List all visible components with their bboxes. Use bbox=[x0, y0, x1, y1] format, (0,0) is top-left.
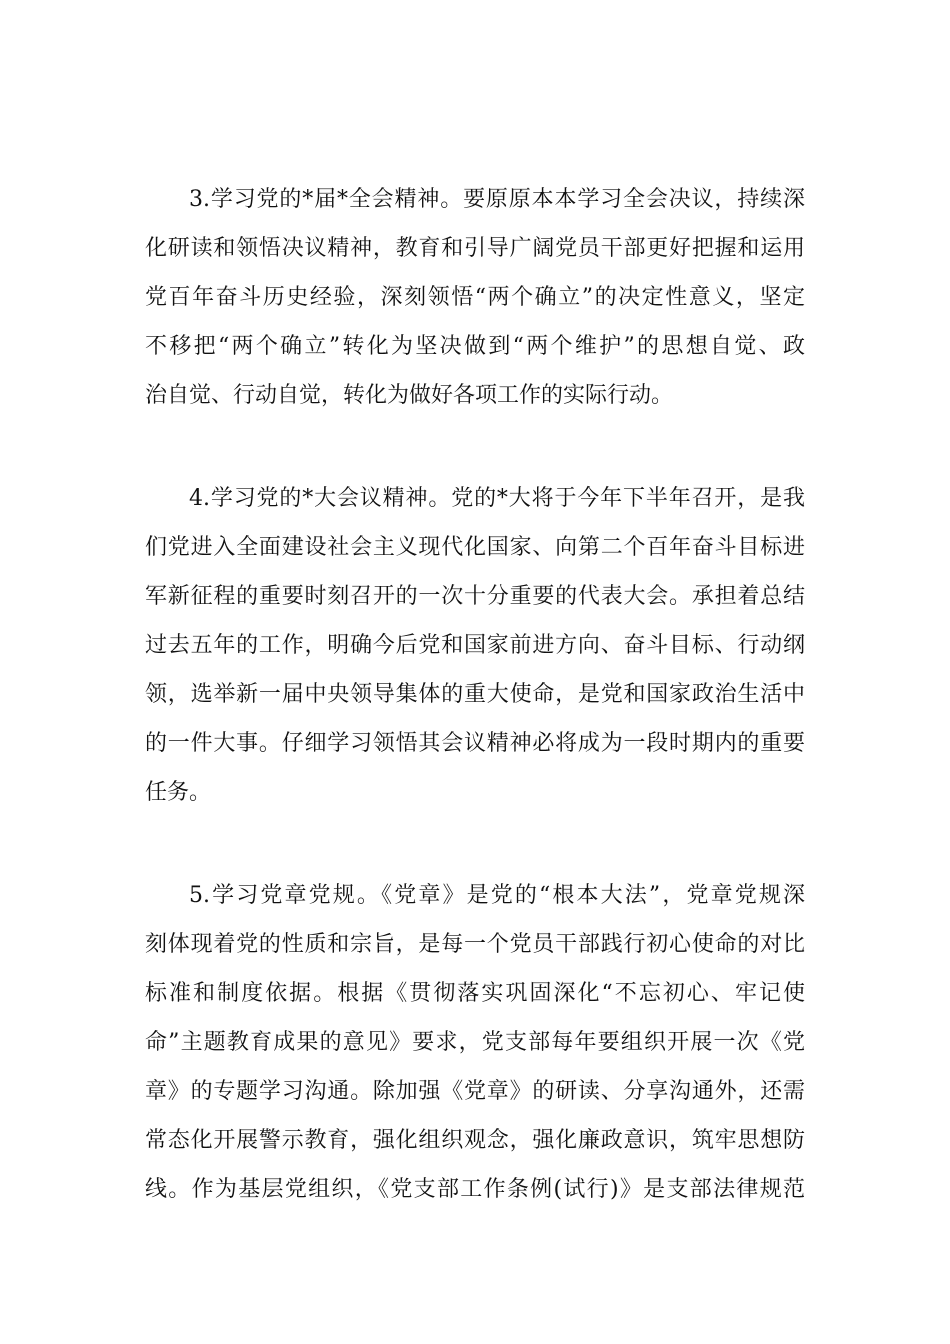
paragraph-5-line-1: 5.学习党章党规。《党章》是党的“根本大法”，党章党规深 bbox=[189, 883, 805, 908]
paragraph-3-line-5: 治自觉、行动自觉，转化为做好各项工作的实际行动。 bbox=[145, 383, 674, 408]
paragraph-3-line-4: 不移把“两个确立”转化为坚决做到“两个维护”的思想自觉、政 bbox=[145, 334, 805, 359]
paragraph-3-line-3: 党百年奋斗历史经验，深刻领悟“两个确立”的决定性意义，坚定 bbox=[145, 285, 805, 310]
paragraph-3-line-1: 3.学习党的*届*全会精神。要原原本本学习全会决议，持续深 bbox=[189, 187, 805, 212]
paragraph-5-line-6: 常态化开展警示教育，强化组织观念，强化廉政意识，筑牢思想防 bbox=[145, 1128, 805, 1153]
paragraph-5-line-2: 刻体现着党的性质和宗旨，是每一个党员干部践行初心使命的对比 bbox=[145, 932, 805, 957]
paragraph-3-line-2: 化研读和领悟决议精神，教育和引导广阔党员干部更好把握和运用 bbox=[145, 236, 805, 261]
paragraph-4-line-7: 任务。 bbox=[145, 780, 212, 805]
paragraph-4-line-4: 过去五年的工作，明确今后党和国家前进方向、奋斗目标、行动纲 bbox=[145, 633, 805, 658]
paragraph-4-line-1: 4.学习党的*大会议精神。党的*大将于今年下半年召开，是我 bbox=[189, 486, 805, 511]
paragraph-4-line-5: 领，选举新一届中央领导集体的重大使命，是党和国家政治生活中 bbox=[145, 682, 805, 707]
paragraph-4-line-2: 们党进入全面建设社会主义现代化国家、向第二个百年奋斗目标进 bbox=[145, 535, 805, 560]
paragraph-5-line-4: 命”主题教育成果的意见》要求，党支部每年要组织开展一次《党 bbox=[145, 1030, 805, 1055]
paragraph-4-line-6: 的一件大事。仔细学习领悟其会议精神必将成为一段时期内的重要 bbox=[145, 731, 805, 756]
paragraph-5-line-5: 章》的专题学习沟通。除加强《党章》的研读、分享沟通外，还需 bbox=[145, 1079, 805, 1104]
paragraph-5-line-3: 标准和制度依据。根据《贯彻落实巩固深化“不忘初心、牢记使 bbox=[145, 981, 805, 1006]
paragraph-4-line-3: 军新征程的重要时刻召开的一次十分重要的代表大会。承担着总结 bbox=[145, 584, 805, 609]
paragraph-5-line-7: 线。作为基层党组织，《党支部工作条例(试行)》是支部法律规范 bbox=[145, 1177, 805, 1202]
